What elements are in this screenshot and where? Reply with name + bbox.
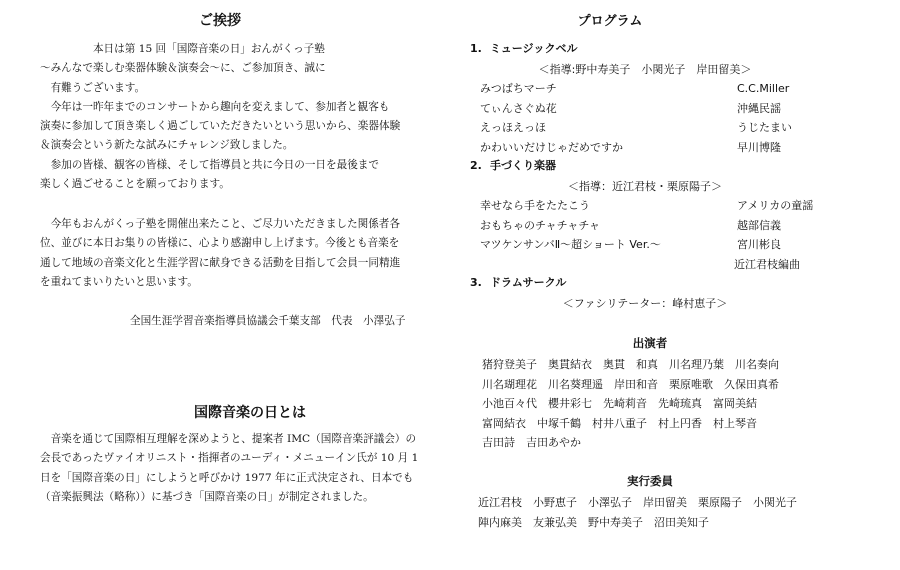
committee-title: 実行委員	[627, 474, 673, 488]
song-title: おもちゃのチャチャチャ	[480, 218, 601, 232]
performers-line: 猪狩登美子 奥貫結衣 奥貫 和真 川名理乃葉 川名奏向	[482, 358, 779, 371]
program-list	[470, 40, 820, 313]
program-title: プログラム	[577, 14, 643, 29]
performers-line: 小池百々代 櫻井彩七 先崎莉音 先崎琉真 富岡美結	[482, 397, 757, 410]
song-row	[470, 138, 820, 158]
about-paragraph	[40, 430, 418, 507]
text-line: を重ねてまいりたいと思います。	[40, 275, 198, 288]
section-leader: ＜指導:野中寿美子 小関光子 岸田留美＞	[538, 62, 752, 76]
text-line: 楽しく過ごせることを願っております。	[40, 178, 230, 191]
section-leader: ＜指導：近江君枝・栗原陽子＞	[568, 179, 722, 193]
text-line: 今年は一昨年までのコンサートから趣向を変えまして、参加者と観客も	[40, 100, 390, 113]
text-line: 会長であったヴァイオリニスト・指揮者のユーディ・メニューイン氏が 10 月 1	[40, 452, 419, 465]
text-line: ～みんなで楽しむ楽器体験＆演奏会～に、ご参加頂き、誠に	[40, 62, 326, 75]
text-line: 今年もおんがくっ子塾を開催出来たこと、ご尽力いただきました関係者各	[40, 218, 400, 230]
song-author: 宮川彬良	[737, 238, 781, 251]
greeting-title: ご挨拶	[199, 13, 241, 29]
song-title: マツケンサンバⅡ～超ショート Ver.～	[480, 238, 661, 251]
greeting-paragraph-2	[40, 215, 400, 292]
committee-line: 近江君枝 小野恵子 小澤弘子 岸田留美 栗原陽子 小関光子	[478, 496, 797, 509]
greeting-signature: 全国生涯学習音楽指導員協議会千葉支部 代表 小澤弘子	[130, 315, 406, 327]
song-row	[470, 79, 820, 99]
performers-title: 出演者	[632, 336, 668, 350]
greeting-paragraph-1	[40, 40, 400, 194]
performers-list	[482, 355, 779, 453]
section-title: 手づくり楽器	[490, 159, 556, 172]
about-title: 国際音楽の日とは	[194, 405, 306, 421]
performers-line: 富岡結衣 中塚千鶴 村井八重子 村上円香 村上琴音	[482, 416, 757, 430]
section-number: 3.	[470, 276, 482, 289]
text-line: 本日は第 15 回「国際音楽の日」おんがくっ子塾	[40, 43, 325, 55]
song-title: 幸せなら手をたたこう	[480, 199, 590, 212]
text-line: ＆演奏会という新たな試みにチャレンジ致しました。	[40, 139, 294, 152]
section-number: 2.	[470, 159, 482, 172]
song-title: てぃんさぐぬ花	[480, 101, 557, 115]
song-row	[470, 196, 820, 216]
text-line: 音楽を通じて国際相互理解を深めようと、提案者 IMC（国際音楽評議会）の	[40, 433, 417, 445]
section-number: 1.	[470, 42, 482, 55]
performers-line: 吉田詩 吉田あやか	[482, 436, 581, 449]
section-leader: ＜ファシリテーター：峰村恵子＞	[562, 296, 728, 310]
text-line: 位、並びに本日お集りの皆様に、心より感謝申し上げます。今後とも音楽を	[40, 237, 400, 250]
program-section-1	[470, 40, 820, 60]
performers-line: 川名瑚理花 川名葵理遥 岸田和音 栗原唯歌 久保田真希	[482, 377, 779, 391]
text-line: 参加の皆様、観客の皆様、そして指導員と共に今日の一日を最後まで	[40, 158, 379, 171]
song-row	[470, 216, 820, 236]
song-author: アメリカの童謡	[737, 199, 814, 212]
section-title: ミュージックベル	[490, 42, 578, 55]
song-arranger: 近江君枝編曲	[734, 257, 800, 271]
song-row	[470, 99, 820, 119]
song-row	[470, 118, 820, 138]
text-line: 演奏に参加して頂き楽しく過ごしていただきたいという思いから、楽器体験	[40, 120, 401, 133]
song-author: 早川博隆	[737, 140, 781, 154]
song-author: C.C.Miller	[737, 82, 790, 95]
committee-line: 陣内麻美 友兼弘美 野中寿美子 沼田美知子	[478, 515, 709, 529]
song-title: えっほえっほ	[480, 121, 546, 134]
section-title: ドラムサークル	[490, 276, 567, 289]
program-section-3	[470, 274, 820, 294]
song-title: みつばちマーチ	[480, 82, 557, 95]
text-line: 有難うございます。	[40, 81, 146, 94]
program-section-2	[470, 157, 820, 177]
song-author: 沖縄民謡	[737, 101, 781, 115]
song-author: うじたまい	[737, 121, 792, 134]
song-title: かわいいだけじゃだめですか	[480, 140, 623, 154]
committee-list	[478, 493, 797, 532]
text-line: 通して地域の音楽文化と生涯学習に献身できる活動を目指して会員一同精進	[40, 256, 401, 269]
song-author: 越部信義	[737, 218, 781, 232]
text-line: （音楽振興法（略称））に基づき「国際音楽の日」が制定されました。	[40, 490, 374, 503]
song-row	[470, 235, 820, 255]
text-line: 日を「国際音楽の日」にしようと呼びかけ 1977 年に正式決定され、日本でも	[40, 471, 414, 484]
